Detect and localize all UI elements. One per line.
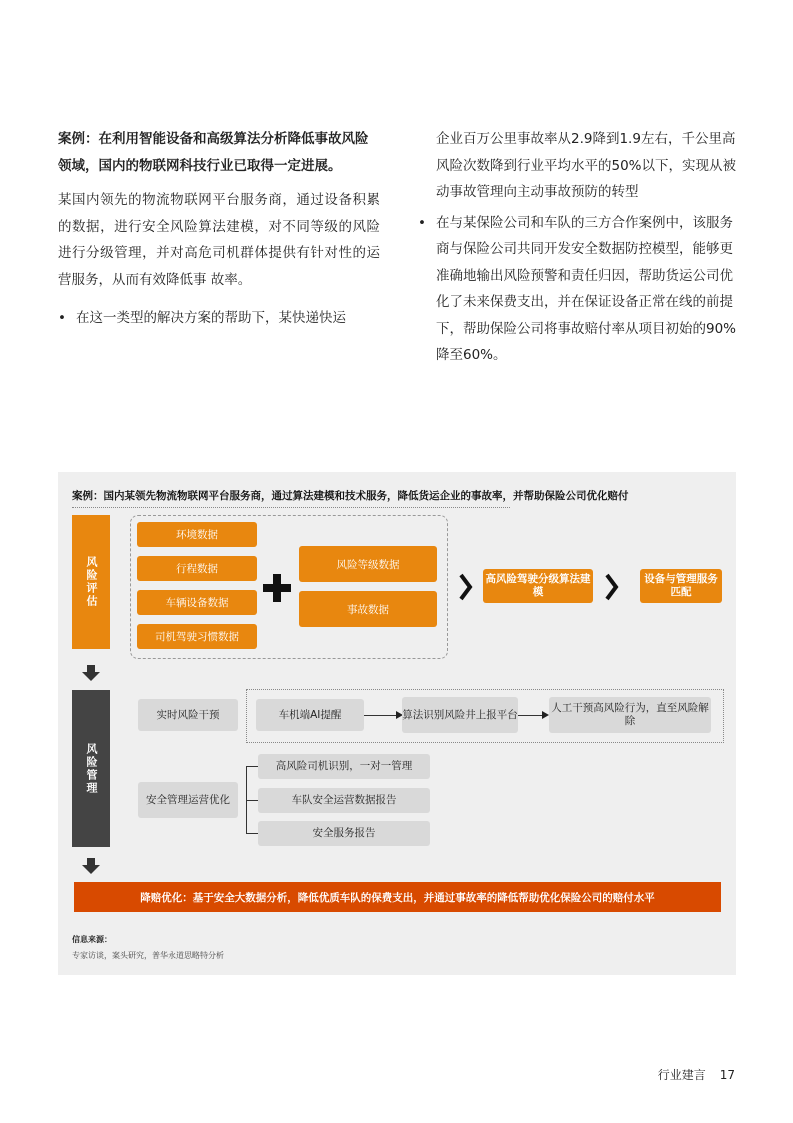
bullet-continuation: 企业百万公里事故率从2.9降到1.9左右，千公里高风险次数降到行业平均水平的50%以下，实现从被动事故管理向主动事故预防的转型 [436, 131, 737, 200]
down-arrow-icon [82, 858, 100, 874]
page-number: 17 [719, 1068, 735, 1082]
safety-item-box: 安全服务报告 [258, 821, 430, 846]
bullet-text: 在与某保险公司和车队的三方合作案例中，该服务商与保险公司共同开发安全数据防控模型，能够更准确地输出风险预警和责任归因，帮助货运公司优化了未来保费支出，并在保证设备正常在线的前提下，帮助保险公司将事故赔付率从项目初始的90%降至60%。 [436, 214, 737, 363]
case-diagram [58, 472, 736, 975]
connector-line [518, 715, 542, 716]
right-text-column [418, 126, 736, 373]
risk-data-box: 风险等级数据 [299, 546, 437, 582]
data-source-box: 环境数据 [137, 522, 257, 547]
bullet-item [58, 305, 380, 332]
bullet-dot: • [58, 310, 66, 326]
risk-assessment-label: 风险评估 [72, 515, 110, 649]
title-underline [72, 507, 510, 508]
left-text-column [58, 126, 380, 336]
bullet-dot: • [418, 214, 426, 231]
source-text: 专家访谈，案头研究，普华永道思略特分析 [72, 951, 224, 960]
safety-optimization-box: 安全管理运营优化 [138, 782, 238, 818]
bullet-item [418, 210, 736, 369]
process-step-box: 人工干预高风险行为，直至风险解除 [549, 697, 711, 733]
data-source-box: 行程数据 [137, 556, 257, 581]
service-matching-box: 设备与管理服务匹配 [640, 569, 722, 603]
arrow-head [542, 711, 549, 719]
connector-line [364, 715, 400, 716]
bracket-line [246, 766, 258, 767]
chevron-right-icon [604, 572, 620, 602]
data-source-box: 司机驾驶习惯数据 [137, 624, 257, 649]
risk-data-box: 事故数据 [299, 591, 437, 627]
risk-management-label: 风险管理 [72, 690, 110, 847]
body-paragraph: 某国内领先的物流物联网平台服务商，通过设备积累的数据，进行安全风险算法建模，对不同等级的风险进行分级管理，并对高危司机群体提供有针对性的运营服务，从而有效降低事 故率。 [58, 192, 380, 288]
data-source-box: 车辆设备数据 [137, 590, 257, 615]
plus-icon [263, 574, 291, 602]
down-arrow-icon [82, 665, 100, 681]
process-step-box: 算法识别风险井上报平台 [402, 697, 518, 733]
diagram-title: 案例：国内某领先物流物联网平台服务商，通过算法建模和技术服务，降低货运企业的事故率，并帮助保险公司优化赔付 [72, 490, 629, 502]
case-lead-heading: 案例：在利用智能设备和高级算法分析降低事故风险领域，国内的物联网科技行业已取得一定进展。 [58, 131, 369, 174]
algorithm-modeling-box: 高风险驾驶分级算法建模 [483, 569, 593, 603]
process-step-box: 车机端AI提醒 [256, 699, 364, 731]
page-footer [644, 1066, 735, 1083]
safety-item-box: 车队安全运营数据报告 [258, 788, 430, 813]
conclusion-banner: 降赔优化：基于安全大数据分析，降低优质车队的保费支出，并通过事故率的降低帮助优化保险公司的赔付水平 [74, 882, 721, 912]
safety-item-box: 高风险司机识别，一对一管理 [258, 754, 430, 779]
bracket-line [246, 833, 258, 834]
source-label: 信息来源： [72, 935, 112, 944]
realtime-intervention-box: 实时风险干预 [138, 699, 238, 731]
bracket-line [246, 800, 258, 801]
bullet-text: 在这一类型的解决方案的帮助下，某快递快运 [76, 310, 346, 326]
chevron-right-icon [458, 572, 474, 602]
section-name: 行业建言 [657, 1068, 706, 1082]
